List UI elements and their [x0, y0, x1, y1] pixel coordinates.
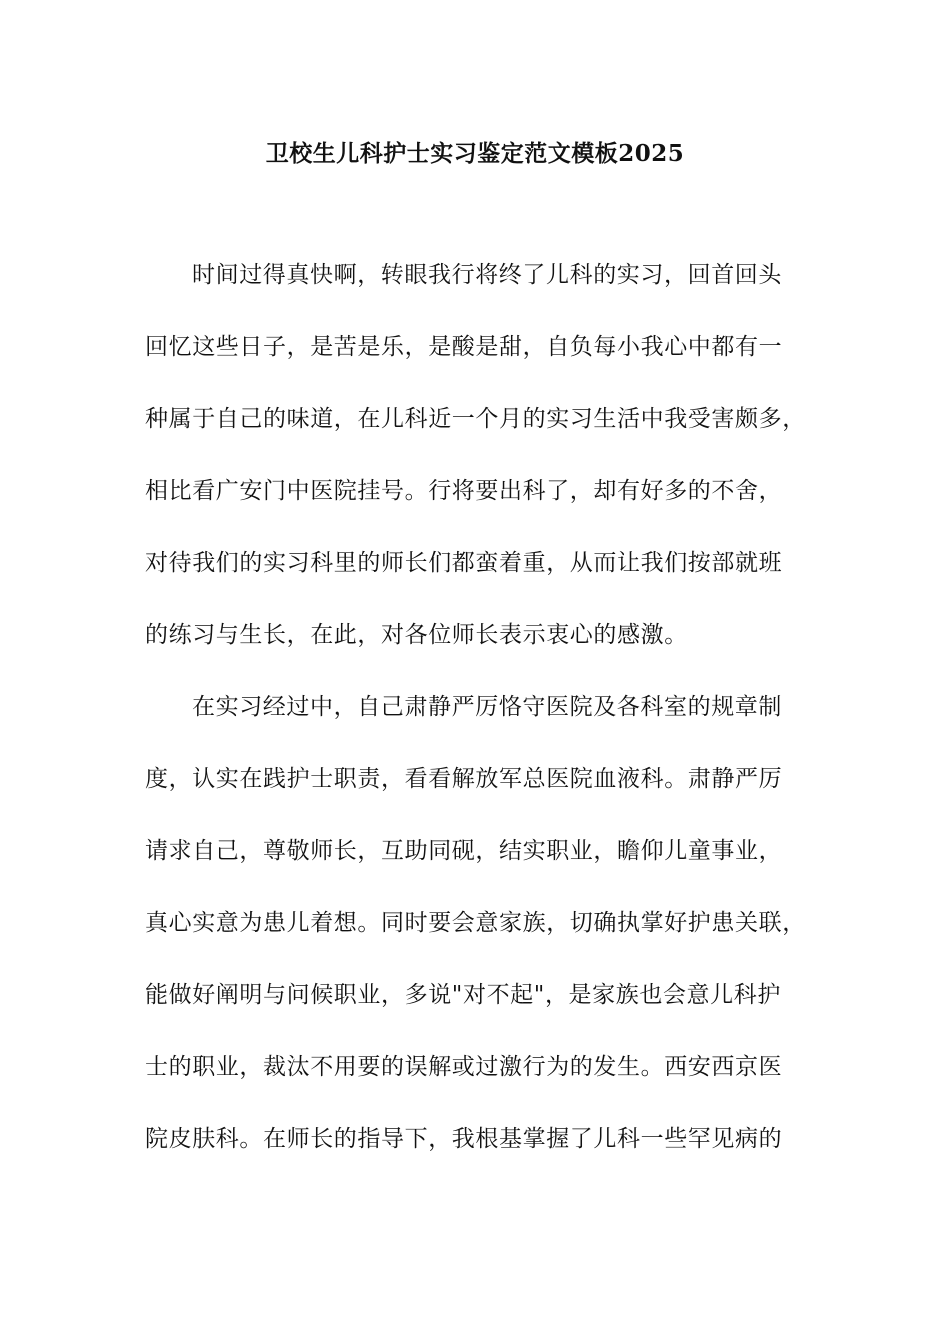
paragraph-1-line-2: 回忆这些日子，是苦是乐，是酸是甜，自负每小我心中都有一 [145, 334, 783, 360]
document-title: 卫校生儿科护士实习鉴定范文模板2025 [265, 140, 685, 167]
paragraph-1-line-6: 的练习与生长，在此，对各位师长表示衷心的感激。 [145, 622, 688, 648]
paragraph-2-line-3: 请求自己，尊敬师长，互助同砚，结实职业，瞻仰儿童事业， [145, 838, 783, 864]
paragraph-2-line-4: 真心实意为患儿着想。同时要会意家族，切确执掌好护患关联， [145, 910, 806, 936]
paragraph-2-line-6: 士的职业，裁汰不用要的误解或过激行为的发生。西安西京医 [145, 1054, 783, 1080]
paragraph-1-line-4: 相比看广安门中医院挂号。行将要出科了，却有好多的不舍， [145, 478, 783, 504]
paragraph-2-line-7: 院皮肤科。在师长的指导下，我根基掌握了儿科一些罕见病的 [145, 1126, 783, 1152]
paragraph-1-line-5: 对待我们的实习科里的师长们都蛮着重，从而让我们按部就班 [145, 550, 783, 576]
paragraph-2-line-2: 度，认实在践护士职责，看看解放军总医院血液科。肃静严厉 [145, 766, 783, 792]
paragraph-1-line-1: 时间过得真快啊，转眼我行将终了儿科的实习，回首回头 [192, 262, 782, 288]
paragraph-2-line-5: 能做好阐明与问候职业，多说"对不起"，是家族也会意儿科护 [145, 982, 781, 1008]
paragraph-1-line-3: 种属于自己的味道，在儿科近一个月的实习生活中我受害颇多， [145, 406, 806, 432]
paragraph-2-line-1: 在实习经过中，自己肃静严厉恪守医院及各科室的规章制 [192, 694, 782, 720]
